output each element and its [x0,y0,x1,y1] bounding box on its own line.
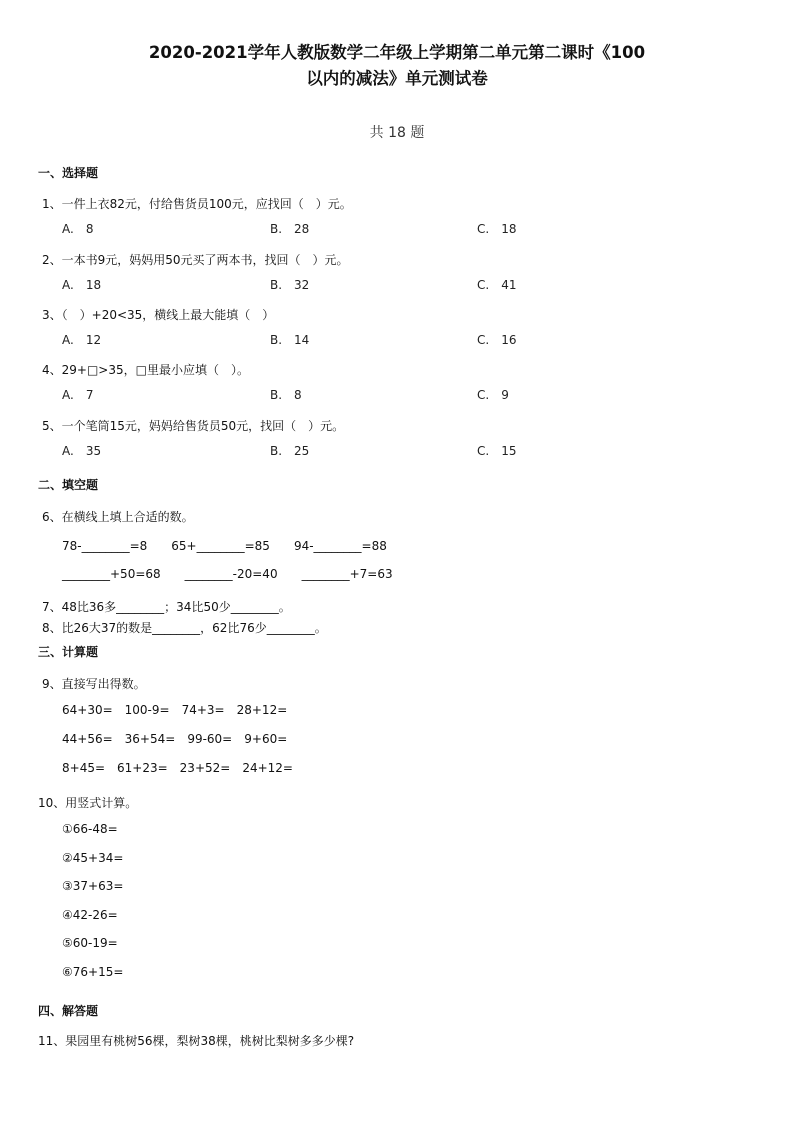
question-4-option-a: A. 7 [62,388,94,402]
section-heading-answer: 四、解答题 [38,1004,99,1018]
vertical-calc-2: ②45+34= [62,851,124,865]
question-1-option-c: C. 18 [477,222,517,236]
question-4-option-c: C. 9 [477,388,509,402]
question-6: 6、在横线上填上合适的数。 [42,510,194,524]
question-1: 1、一件上衣82元，付给售货员100元，应找回（ ）元。 [42,197,352,211]
question-1-option-b: B. 28 [270,222,310,236]
vertical-calc-4: ④42-26= [62,908,118,922]
question-2-option-c: C. 41 [477,278,517,292]
question-5: 5、一个笔筒15元，妈妈给售货员50元，找回（ ）元。 [42,419,345,433]
question-6-row-2: ________+50=68 ________-20=40 ________+7=63 [62,567,393,581]
vertical-calc-1: ①66-48= [62,822,118,836]
question-2: 2、一本书9元，妈妈用50元买了两本书，找回（ ）元。 [42,253,349,267]
calc-item: 24+12= [242,761,293,775]
vertical-calc-5: ⑤60-19= [62,936,118,950]
calc-item: 9+60= [244,732,288,746]
calc-item: 44+56= [62,732,113,746]
question-3-option-a: A. 12 [62,333,102,347]
title-line-1: 2020-2021学年人教版数学二年级上学期第二单元第二课时《100 [148,43,646,62]
calc-item: 8+45= [62,761,106,775]
section-heading-fill: 二、填空题 [38,478,99,492]
page-title [60,40,734,92]
question-5-option-c: C. 15 [477,444,517,458]
question-11: 11、果园里有桃树56棵，梨树38棵，桃树比梨树多多少棵? [38,1034,355,1048]
section-heading-calc: 三、计算题 [38,645,99,659]
calc-item: 61+23= [117,761,168,775]
question-4-option-b: B. 8 [270,388,302,402]
calc-item: 36+54= [124,732,176,746]
question-6-row-1: 78-________=8 65+________=85 94-________=88 [62,539,387,553]
title-line-2: 以内的减法》单元测试卷 [306,69,488,88]
question-8: 8、比26大37的数是________，62比76少________。 [42,621,327,635]
calc-item: 100-9= [124,703,170,717]
calc-item: 99-60= [187,732,233,746]
calc-row-3 [62,761,305,775]
question-3-option-c: C. 16 [477,333,517,347]
question-4: 4、29+□>35，□里最小应填（ ）。 [42,363,249,377]
calc-row-1 [62,703,299,717]
vertical-calc-6: ⑥76+15= [62,965,124,979]
calc-item: 74+3= [181,703,225,717]
question-1-option-a: A. 8 [62,222,94,236]
question-2-option-b: B. 32 [270,278,310,292]
section-heading-choice: 一、选择题 [38,166,99,180]
question-2-option-a: A. 18 [62,278,102,292]
question-7: 7、48比36多________；34比50少________。 [42,600,291,614]
question-count: 共 18 题 [369,125,425,141]
question-10: 10、用竖式计算。 [38,796,138,810]
question-3: 3、（ ）+20<35，横线上最大能填（ ） [42,308,275,322]
vertical-calc-3: ③37+63= [62,879,124,893]
question-9: 9、直接写出得数。 [42,677,146,691]
calc-item: 28+12= [236,703,288,717]
calc-item: 64+30= [62,703,113,717]
question-5-option-a: A. 35 [62,444,102,458]
calc-item: 23+52= [179,761,231,775]
question-3-option-b: B. 14 [270,333,310,347]
question-5-option-b: B. 25 [270,444,310,458]
calc-row-2 [62,732,299,746]
